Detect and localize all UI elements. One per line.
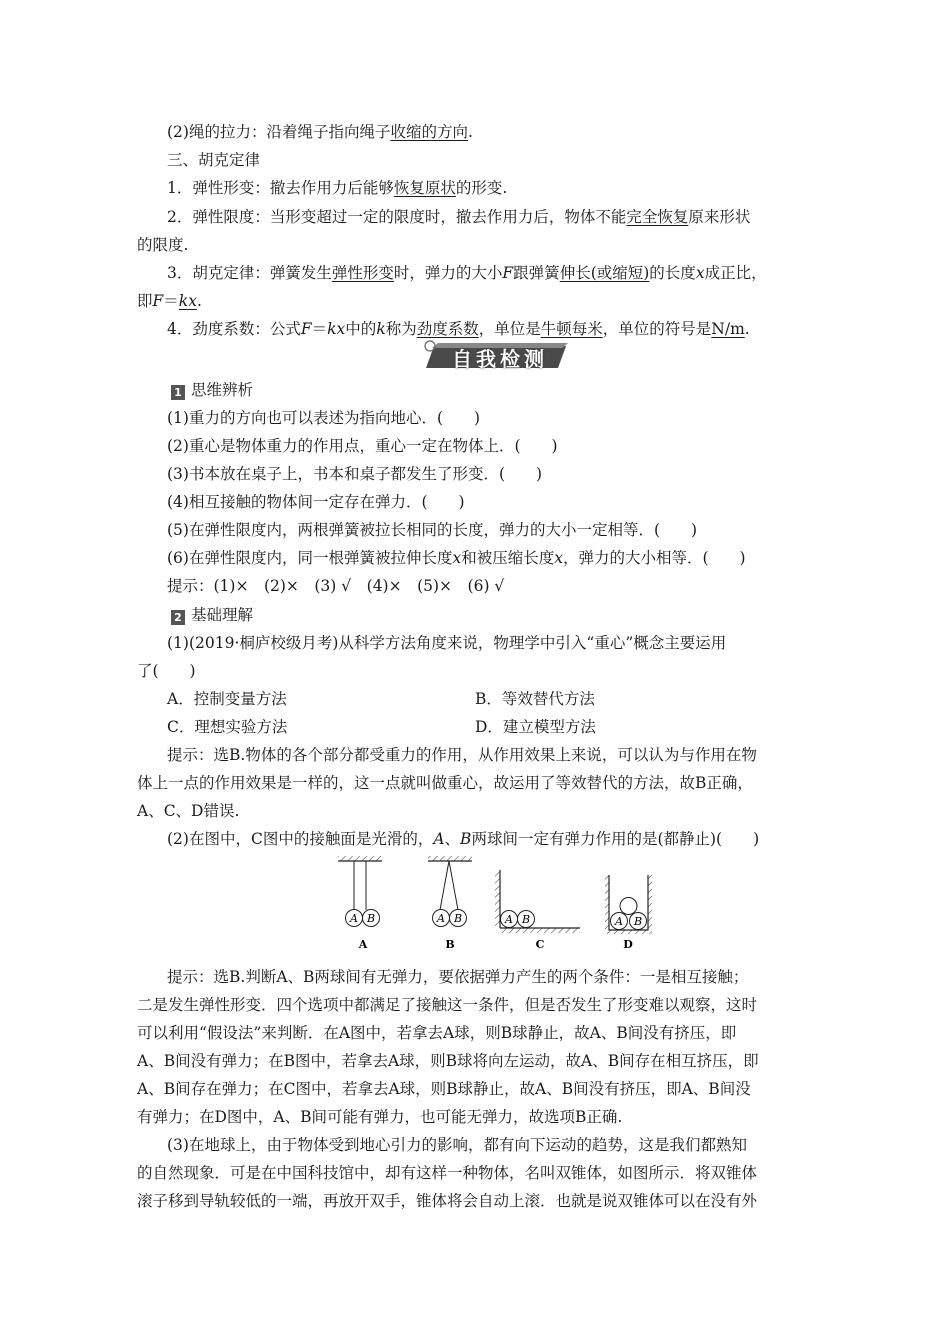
section-heading: 三、胡克定律 [167, 151, 261, 169]
var: A [433, 830, 445, 848]
text: 和被压缩长度 [461, 549, 555, 567]
text: . [744, 320, 750, 338]
blank-answer: 弹性形变 [331, 264, 394, 282]
blank-answer: N/m [711, 320, 745, 338]
elastic-deformation-line [167, 178, 507, 198]
text: 3．胡克定律：弹簧发生 [167, 264, 332, 282]
elastic-limit-cont: 的限度. [137, 236, 189, 254]
svg-text:B: B [633, 915, 643, 928]
problem-3-line2: 的自然现象．可是在中国科技馆中，却有这样一种物体，名叫双锥体，如图所示．将双锥体 [137, 1164, 758, 1182]
section-title: 基础理解 [191, 606, 254, 624]
var: x [554, 549, 563, 567]
svg-text:A: A [615, 915, 623, 928]
question-4: (4)相互接触的物体间一定存在弹力．( ) [167, 493, 465, 511]
section-number-badge: 2 [171, 610, 185, 625]
hint-3-line1: 提示：选B.判断A、B两球间有无弹力，要依据弹力产生的两个条件：一是相互接触； [167, 968, 749, 986]
hint-2-line2: 体上一点的作用效果是一样的，这一点就叫做重心，故运用了等效替代的方法，故B正确， [137, 774, 753, 792]
blank-answer: 伸长(或缩短) [559, 264, 650, 282]
svg-text:A: A [350, 912, 358, 925]
problem-1-line1: (1)(2019·桐庐校级月考)从科学方法角度来说，物理学中引入“重心”概念主要运用 [167, 634, 727, 652]
svg-text:B: B [453, 912, 463, 925]
var: F [502, 264, 514, 282]
text: ＝ [163, 292, 179, 310]
blank-answer: 恢复原状 [393, 179, 456, 197]
text: 即 [137, 292, 153, 310]
var: x [695, 264, 705, 282]
text: (2)在图中，C图中的接触面是光滑的， [167, 830, 434, 848]
text: 称为 [385, 320, 417, 338]
blank-answer: 完全恢复 [626, 208, 689, 226]
problem-2-line [167, 829, 759, 849]
text: . [467, 123, 473, 141]
text: 中的 [345, 320, 377, 338]
svg-text:A: A [505, 913, 513, 926]
text: 原来形状 [688, 208, 751, 226]
problem-3-line1: (3)在地球上，由于物体受到地心引力的影响，都有向下运动的趋势，这是我们都熟知 [167, 1136, 747, 1154]
blank-answer: 收缩的方向 [390, 123, 468, 141]
section-2-heading [171, 605, 253, 625]
blank-answer: 牛顿每米 [540, 320, 603, 338]
svg-text:D: D [623, 938, 633, 951]
text: ，单位的符号是 [602, 320, 712, 338]
question-1: (1)重力的方向也可以表述为指向地心．( ) [167, 409, 481, 427]
text: (6)在弹性限度内，同一根弹簧被拉伸长度 [167, 549, 453, 567]
banner-title: 自我检测 [452, 347, 548, 371]
svg-text:B: B [366, 912, 376, 925]
option-d: D．建立模型方法 [475, 718, 596, 736]
svg-text:B: B [445, 938, 455, 951]
question-5: (5)在弹性限度内，两根弹簧被拉长相同的长度，弹力的大小一定相等．( ) [167, 521, 698, 539]
hint-3-line6: 有弹力；在D图中，A、B间可能有弹力，也可能无弹力，故选项B正确. [137, 1108, 623, 1126]
hint-3-line3: 可以利用“假设法”来判断．在A图中，若拿去A球，则B球静止，故A、B间没有挤压，即 [137, 1024, 737, 1042]
svg-text:A: A [437, 912, 445, 925]
hint-2-line1: 提示：选B.物体的各个部分都受重力的作用，从作用效果上来说，可以认为与作用在物 [167, 746, 757, 764]
question-6 [167, 548, 746, 568]
hint-3-line5: A、B间存在弹力；在C图中，若拿去A球，则B球静止，故A、B间没有挤压，即A、B间没 [137, 1080, 751, 1098]
elastic-limit-line [167, 207, 750, 227]
option-c: C．理想实验方法 [167, 718, 288, 736]
section-title: 思维辨析 [191, 381, 254, 399]
svg-text:B: B [521, 913, 531, 926]
problem-3-line3: 滚子移到导轨较低的一端，再放开双手，锥体将会自动上滚．也就是说双锥体可以在没有外 [137, 1192, 758, 1210]
text: 的长度 [649, 264, 696, 282]
figure-a [338, 856, 382, 951]
hooke-law-line [167, 263, 767, 283]
text: 、 [444, 830, 461, 848]
blank-answer: 劲度系数 [416, 320, 479, 338]
hint-3-line2: 二是发生弹性形变．四个选项中都满足了接触这一条件，但是否发生了形变难以观察，这时 [137, 996, 758, 1014]
text: (2)绳的拉力：沿着绳子指向绳子 [167, 123, 391, 141]
figure-d [605, 875, 652, 951]
var: k [376, 320, 386, 338]
hint-2-line3: A、C、D错误. [137, 802, 240, 820]
var: F [152, 292, 164, 310]
text: ，弹力的大小相等．( ) [562, 549, 746, 567]
text: ＝ [311, 320, 328, 338]
text: . [196, 292, 202, 310]
blank-answer: kx [178, 292, 197, 310]
option-b: B．等效替代方法 [475, 690, 595, 708]
option-a: A．控制变量方法 [167, 690, 287, 708]
question-3: (3)书本放在桌子上，书本和桌子都发生了形变．( ) [167, 465, 543, 483]
rope-tension-line [167, 122, 473, 142]
text: 时，弹力的大小 [393, 264, 503, 282]
ball-contact-figure [330, 850, 660, 955]
text: 的形变. [455, 179, 508, 197]
text: 成正比， [704, 264, 767, 282]
text: ，单位是 [478, 320, 541, 338]
text: 4．劲度系数：公式 [167, 320, 301, 338]
var: x [452, 549, 462, 567]
var: kx [327, 320, 346, 338]
text: 2．弹性限度：当形变超过一定的限度时，撤去作用力后，物体不能 [167, 208, 627, 226]
section-number-badge: 1 [171, 385, 185, 400]
figure-c [495, 870, 580, 951]
section-1-heading [171, 380, 253, 400]
text: 1．弹性形变：撤去作用力后能够 [167, 179, 394, 197]
figure-b [428, 856, 472, 951]
text: 两球间一定有弹力作用的是(都静止)( ) [471, 830, 760, 848]
var: F [300, 320, 312, 338]
leaf-icon [425, 341, 435, 351]
svg-text:A: A [358, 938, 368, 951]
problem-1-line2: 了( ) [137, 662, 196, 680]
hint-answers: 提示：(1)× (2)× (3) √ (4)× (5)× (6) √ [167, 577, 505, 595]
stiffness-line [167, 319, 750, 339]
hint-3-line4: A、B间没有弹力；在B图中，若拿去A球，则B球将向左运动，故A、B间存在相互挤压，即 [137, 1052, 759, 1070]
hooke-law-cont [137, 291, 202, 311]
question-2: (2)重心是物体重力的作用点，重心一定在物体上．( ) [167, 437, 558, 455]
text: 跟弹簧 [513, 264, 560, 282]
var: B [460, 830, 472, 848]
svg-text:C: C [535, 938, 545, 951]
